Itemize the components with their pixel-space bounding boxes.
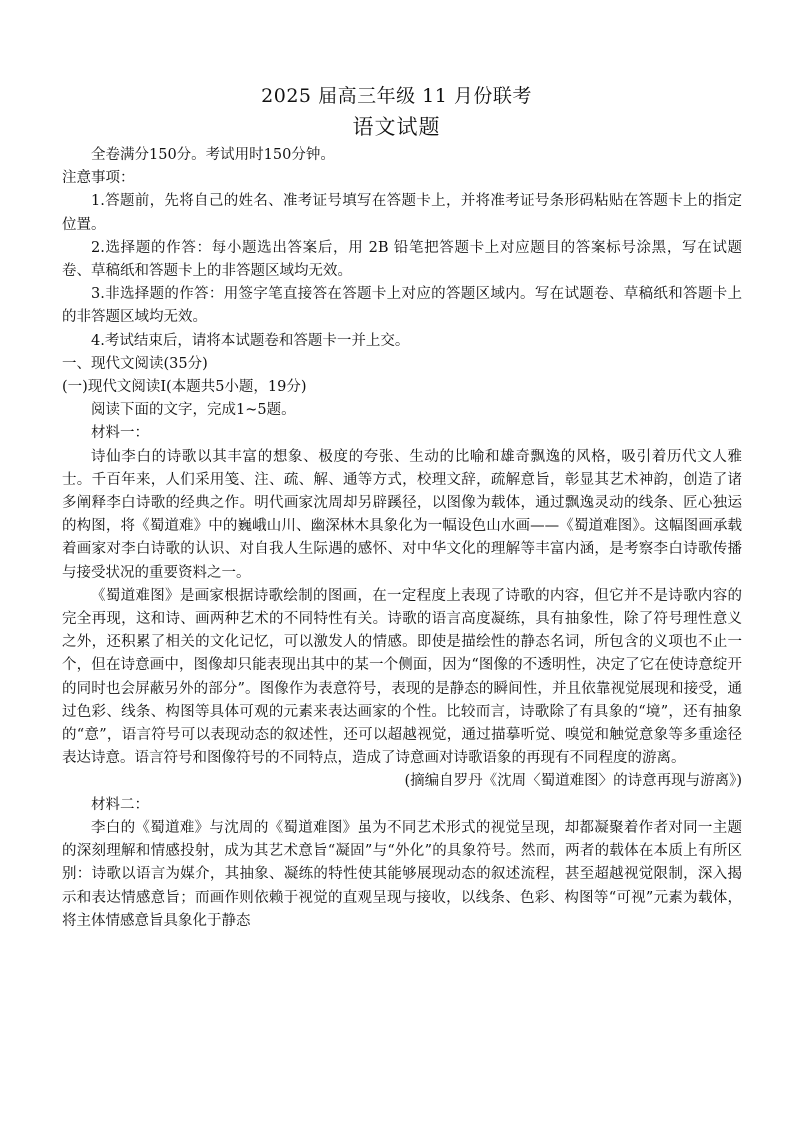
- subject-title: 语文试题: [352, 115, 441, 139]
- material-paragraph: 诗仙李白的诗歌以其丰富的想象、极度的夸张、生动的比喻和雄奇飘逸的风格，吸引着历代文人雅士。千百年来，人们采用笺、注、疏、解、通等方式，校理文辞，疏解意旨，彰显其艺术神韵，创造了诸多阐释李白诗歌的经典之作。明代画家沈周却另辟蹊径，以图像为载体，通过飘逸灵动的线条、匠心独运的构图，将《蜀道难》中的巍峨山川、幽深林木具象化为一幅设色山水画——《蜀道难图》。这幅图画承载着画家对李白诗歌的认识、对自我人生际遇的感怀、对中华文化的理解等丰富内涵，是考察李白诗歌传播与接受状况的重要资料之一。: [62, 448, 742, 581]
- subsection-heading: (一)现代文阅读Ⅰ(本题共5小题，19分): [62, 379, 307, 396]
- notice-item: 2.选择题的作答：每小题选出答案后，用 2B 铅笔把答题卡上对应题目的答案标号涂黑，写在试题卷、草稿纸和答题卡上的非答题区域均无效。: [62, 239, 742, 280]
- material-label: 材料一：: [91, 425, 149, 442]
- exam-title: 2025 届高三年级 11 月份联考: [261, 85, 532, 107]
- material-paragraph: 李白的《蜀道难》与沈周的《蜀道难图》虽为不同艺术形式的视觉呈现，却都凝聚着作者对同一主题的深刻理解和情感投射，成为其艺术意旨“凝固”与“外化”的具象符号。然而，两者的载体在本质上有所区别：诗歌以语言为媒介，其抽象、凝练的特性使其能够展现动态的叙述流程，甚至超越视觉限制，深入揭示和表达情感意旨；而画作则依赖于视觉的直观呈现与接收，以线条、色彩、构图等“可视”元素为载体，将主体情感意旨具象化于静态: [62, 819, 742, 929]
- material-paragraph: 《蜀道难图》是画家根据诗歌绘制的图画，在一定程度上表现了诗歌的内容，但它并不是诗歌内容的完全再现，这和诗、画两种艺术的不同特性有关。诗歌的语言高度凝练，具有抽象性，除了符号理性意义之外，还积累了相关的文化记忆，可以激发人的情感。即使是描绘性的静态名词，所包含的义项也不止一个，但在诗意画中，图像却只能表现出其中的某一个侧面，因为“图像的不透明性，决定了它在使诗意绽开的同时也会屏蔽另外的部分”。图像作为表意符号，表现的是静态的瞬间性，并且依靠视觉展现和接受，通过色彩、线条、构图等具体可观的元素来表达画家的个性。比较而言，诗歌除了有具象的“境”，还有抽象的“意”，语言符号可以表现动态的叙述性，还可以超越视觉，通过描摹听觉、嗅觉和触觉意象等多重途径表达诗意。语言符号和图像符号的不同特点，造成了诗意画对诗歌语象的再现有不同程度的游离。: [62, 587, 742, 767]
- score-time-line: 全卷满分150分。考试用时150分钟。: [91, 147, 335, 163]
- material-source: (摘编自罗丹《沈周〈蜀道难图〉的诗意再现与游离》): [404, 773, 742, 790]
- section-heading: 一、现代文阅读(35分): [62, 355, 208, 372]
- notice-item: 1.答题前，先将自己的姓名、准考证号填写在答题卡上，并将准考证号条形码粘贴在答题卡上的指定位置。: [62, 193, 742, 233]
- notice-item: 4.考试结束后，请将本试题卷和答题卡一并上交。: [91, 332, 410, 349]
- material-label: 材料二：: [91, 796, 149, 813]
- notice-item: 3.非选择题的作答：用签字笔直接答在答题卡上对应的答题区域内。写在试题卷、草稿纸和答题卡上的非答题区域均无效。: [62, 286, 742, 326]
- reading-instruction: 阅读下面的文字，完成1~5题。: [91, 402, 296, 419]
- exam-body: [62, 144, 742, 933]
- notice-heading: 注意事项：: [62, 170, 135, 187]
